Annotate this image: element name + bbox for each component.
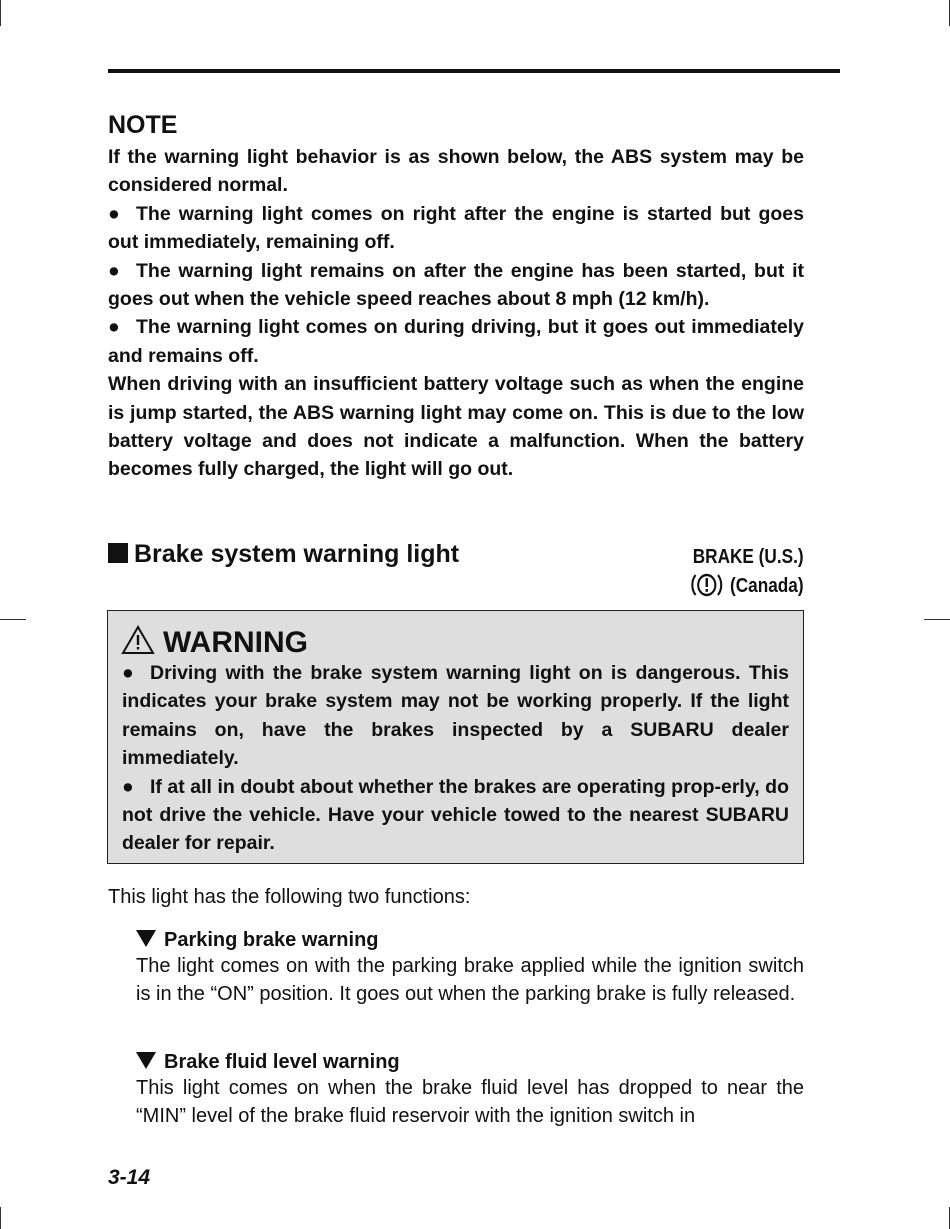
warning-bullet-item [122, 773, 789, 858]
crop-mark-middle-left [0, 619, 26, 620]
triangle-down-icon [136, 1052, 156, 1069]
section-square-icon [108, 543, 128, 563]
warning-bullet-text: Driving with the brake system warning light on is dangerous. This indicates your brake system may not be working properly. If the light remains on, have the brakes inspected by a SUBARU dealer immediately. [122, 662, 789, 770]
bullet-icon: ● [122, 775, 134, 798]
warning-heading [121, 625, 308, 663]
note-bullet-text: The warning light remains on after the engine has been started, but it goes out when the vehicle speed reaches about 8 mph (12 km/h). [108, 259, 804, 311]
crop-mark-middle-right [924, 619, 950, 620]
bullet-icon: ● [122, 662, 134, 684]
page-number: 3-14 [108, 1166, 151, 1189]
bullet-icon: ● [108, 259, 120, 282]
note-heading: NOTE [108, 111, 178, 139]
note-intro: If the warning light behavior is as shown below, the ABS system may be considered normal. [108, 146, 804, 197]
brake-warning-symbol-icon [689, 571, 725, 607]
section-indicator-labels [689, 543, 804, 607]
crop-mark-bottom-left [0, 1207, 1, 1229]
function-text: This light comes on when the brake fluid level has dropped to near the “MIN” level of the brake fluid reservoir with the ignition switch in [136, 1077, 804, 1127]
note-body [108, 143, 804, 484]
brake-label-us: BRAKE (U.S.) [693, 546, 804, 568]
warning-heading-text: WARNING [163, 626, 308, 659]
warning-box [107, 610, 804, 864]
crop-mark-top-left [0, 0, 1, 26]
note-bullet-item [108, 200, 804, 257]
triangle-down-icon [136, 930, 156, 947]
function-text: The light comes on with the parking brake applied while the ignition switch is in the “ON” position. It goes out when the parking brake is fully released. [136, 955, 804, 1005]
warning-bullet-item [122, 659, 789, 773]
function-heading-text: Brake fluid level warning [164, 1051, 400, 1073]
warning-bullet-text: If at all in doubt about whether the brakes are operating prop-erly, do not drive the vehicle. Have your vehicle towed to the nearest SUBARU dealer for repair. [122, 775, 789, 855]
bullet-icon: ● [108, 316, 120, 339]
note-bullet-item [108, 257, 804, 314]
brake-label-canada-row [689, 571, 804, 607]
function-parking-brake [136, 929, 804, 1008]
warning-triangle-icon [121, 625, 155, 663]
section-title-text: Brake system warning light [134, 540, 460, 568]
note-bullet-text: The warning light comes on right after the engine is started but goes out immediately, remaining off. [108, 202, 804, 254]
note-bullet-text: The warning light comes on during driving, but it goes out immediately and remains off. [108, 316, 804, 367]
function-brake-fluid [136, 1051, 804, 1130]
functions-intro: This light has the following two functions: [108, 886, 471, 908]
bullet-icon: ● [108, 202, 120, 225]
function-heading-text: Parking brake warning [164, 929, 379, 951]
note-closing: When driving with an insufficient battery voltage such as when the engine is jump started, the ABS warning light may come on. This is due to the low battery voltage and does not indicate a malfunction. When the battery becomes fully charged, the light will go out. [108, 373, 804, 481]
section-title [108, 540, 459, 569]
note-bullet-item [108, 313, 804, 370]
top-rule [108, 69, 840, 73]
function-heading [136, 929, 804, 952]
function-heading [136, 1051, 804, 1074]
warning-body [122, 659, 789, 858]
brake-label-canada: (Canada) [730, 575, 804, 597]
